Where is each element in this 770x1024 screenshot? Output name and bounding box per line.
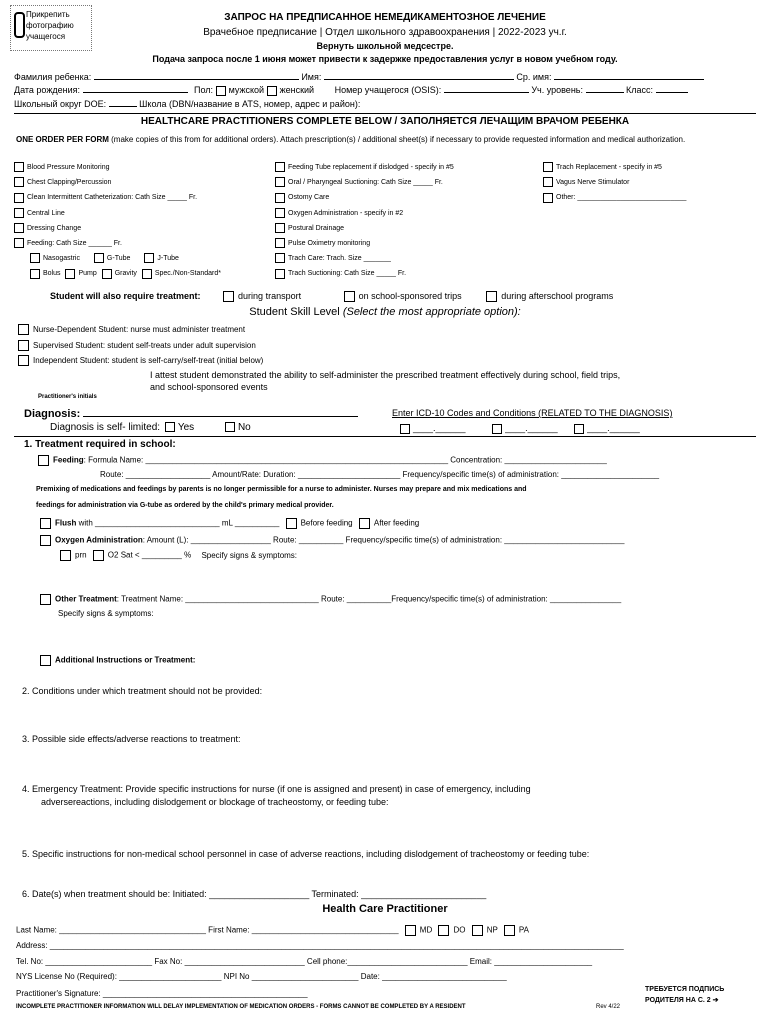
do-checkbox[interactable] (438, 925, 449, 936)
order-item[interactable]: Postural Drainage (275, 221, 454, 236)
student-school-row (14, 97, 360, 109)
parent-signature-note-2: РОДИТЕЛЯ НА С. 2 ➔ (645, 997, 719, 1004)
hcp-contact[interactable]: Tel. No: ________________________ Fax No: ___________________________ Cell phone:___________________________ Email: ______________________ (16, 957, 593, 966)
treatment-heading: 1. Treatment required in school: (24, 439, 176, 450)
orders-column-3 (543, 160, 686, 206)
prn-checkbox[interactable] (60, 550, 71, 561)
also-treatment-label: Student will also require treatment: (50, 291, 201, 301)
bolus-checkbox[interactable] (30, 269, 40, 279)
attest-line-2: and school-sponsored events (150, 382, 268, 392)
initials-label: Practitioner's initials (38, 394, 97, 400)
other-signs: Specify signs & symptoms: (58, 609, 154, 618)
question-3: 3. Possible side effects/adverse reactions to treatment: (22, 734, 241, 744)
grade-field[interactable] (656, 83, 688, 93)
feeding-checkbox[interactable] (38, 455, 49, 466)
order-checkbox[interactable] (275, 223, 285, 233)
flush-row: Flush with ____________________________ mL __________ Before feeding After feeding (40, 518, 419, 529)
nasogastric-checkbox[interactable] (30, 253, 40, 263)
other-treatment-row: Other Treatment: Treatment Name: ______________________________ Route: __________Frequency/specific time(s) of administration: ________________ (40, 594, 621, 605)
student-middle-name-label: Ср. имя: (516, 72, 552, 82)
premix-note-2: feedings for administration via G-tube as ordered by the child's primary medical provider. (36, 502, 334, 509)
grade-label: Класс: (626, 85, 654, 95)
order-checkbox[interactable] (543, 193, 553, 203)
deadline-note: Подача запроса после 1 июня может привести к задержке предоставления услуг в новом учебном году. (152, 54, 618, 64)
photo-attach-box[interactable] (10, 5, 92, 51)
pa-checkbox[interactable] (504, 925, 515, 936)
self-limited-row: Diagnosis is self- limited: Yes No (50, 422, 251, 433)
divider (14, 436, 756, 437)
flush-checkbox[interactable] (40, 518, 51, 529)
orders-column-1 (14, 160, 221, 282)
order-item[interactable]: Oral / Pharyngeal Suctioning: Cath Size _____ Fr. (275, 175, 454, 190)
order-item[interactable]: Dressing Change (14, 221, 221, 236)
dob-field[interactable] (83, 83, 188, 93)
student-dob-row (14, 83, 688, 96)
trips-checkbox[interactable] (344, 291, 355, 302)
np-checkbox[interactable] (472, 925, 483, 936)
yes-checkbox[interactable] (165, 422, 175, 432)
jtube-checkbox[interactable] (144, 253, 154, 263)
student-middle-name-field[interactable] (554, 70, 704, 80)
order-checkbox[interactable] (14, 177, 24, 187)
parent-signature-note-1: ТРЕБУЕТСЯ ПОДПИСЬ (645, 986, 725, 993)
order-checkbox[interactable] (543, 162, 553, 172)
other-treatment-checkbox[interactable] (40, 594, 51, 605)
diagnosis-row (24, 407, 358, 420)
hcp-signature[interactable]: Practitioner's Signature: ______________________________________________ (16, 989, 308, 998)
female-label: женский (279, 85, 315, 95)
level-label: Уч. уровень: (531, 85, 583, 95)
question-5: 5. Specific instructions for non-medical school personnel in case of adverse reactions, including dislodgement of tracheostomy or feeding tube: (22, 849, 590, 859)
after-feeding-checkbox[interactable] (359, 518, 370, 529)
student-last-name-field[interactable] (94, 70, 299, 80)
gravity-checkbox[interactable] (102, 269, 112, 279)
order-item[interactable]: Blood Pressure Monitoring (14, 160, 221, 175)
hcp-name-row: Last Name: _________________________________ First Name: _________________________________ MD DO NP PA (16, 925, 529, 935)
order-checkbox[interactable] (275, 193, 285, 203)
order-item[interactable]: Other: ____________________________ (543, 190, 686, 205)
order-item[interactable]: Trach Replacement - specify in #5 (543, 160, 686, 175)
gtube-checkbox[interactable] (94, 253, 104, 263)
icd-code-field[interactable]: ____.______ (587, 423, 640, 433)
female-checkbox[interactable] (267, 86, 277, 96)
md-checkbox[interactable] (405, 925, 416, 936)
order-item[interactable]: Oxygen Administration - specify in #2 (275, 206, 454, 221)
form-subtitle: Врачебное предписание | Отдел школьного здравоохранения | 2022-2023 уч.г. (203, 27, 567, 38)
dob-label: Дата рождения: (14, 85, 80, 95)
order-checkbox[interactable] (275, 238, 285, 248)
order-item[interactable]: Chest Clapping/Percussion (14, 175, 221, 190)
revision-label: Rev 4/22 (596, 1004, 621, 1010)
student-first-name-field[interactable] (324, 70, 514, 80)
oxygen-row: Oxygen Administration: Amount (L): __________________ Route: __________ Frequency/specific time(s) of administration: ___________________________ (40, 535, 624, 546)
icd-code-field[interactable]: ____.______ (413, 423, 466, 433)
pump-checkbox[interactable] (65, 269, 75, 279)
order-checkbox[interactable] (14, 193, 24, 203)
order-item[interactable]: Feeding: Cath Size ______ Fr. (14, 236, 221, 251)
question-2: 2. Conditions under which treatment should not be provided: (22, 686, 263, 696)
hcp-license[interactable]: NYS License No (Required): _______________________ NPI No ________________________ Date: ____________________________ (16, 972, 507, 981)
school-label: Школа (DBN/название в ATS, номер, адрес и район): (139, 99, 361, 109)
oxygen-checkbox[interactable] (40, 535, 51, 546)
one-order-note (16, 134, 756, 145)
spec-checkbox[interactable] (142, 269, 152, 279)
attest-line-1: I attest student demonstrated the ability to self-administer the prescribed treatment effectively during school, field trips, (150, 370, 621, 380)
order-checkbox[interactable] (14, 238, 24, 248)
diagnosis-label: Diagnosis: (24, 408, 81, 420)
practitioner-heading: HEALTHCARE PRACTITIONERS COMPLETE BELOW / ЗАПОЛНЯЕТСЯ ЛЕЧАЩИМ ВРАЧОМ РЕБЕНКА (140, 116, 630, 127)
hcp-heading: Health Care Practitioner (322, 903, 448, 915)
feeding-type-row: Nasogastric G-Tube J-Tube (14, 251, 221, 266)
student-last-name-label: Фамилия ребенка: (14, 72, 92, 82)
level-field[interactable] (586, 83, 624, 93)
hcp-address[interactable]: Address: _________________________________________________________________________________________________________________________________ (16, 941, 624, 950)
also-treatment-row: Student will also require treatment: during transport on school-sponsored trips during afterschool programs (50, 291, 614, 301)
prn-row: prn O2 Sat < _________ % Specify signs & symptoms: (60, 550, 297, 561)
order-item[interactable]: Ostomy Care (275, 190, 454, 205)
district-field[interactable] (109, 97, 137, 107)
photo-label: Прикрепить фотографию учащегося (26, 10, 74, 41)
one-order-text: (make copies of this from for additional orders). Attach prescription(s) / additional sheet(s) if necessary to provide requested information and medical authorization. (111, 135, 686, 144)
skill-options (18, 322, 263, 369)
order-checkbox[interactable] (275, 253, 285, 263)
order-item[interactable]: Trach Care: Trach. Size _______ (275, 251, 454, 266)
order-checkbox[interactable] (14, 162, 24, 172)
order-item[interactable]: Trach Suctioning: Cath Size _____ Fr. (275, 266, 454, 281)
additional-checkbox[interactable] (40, 655, 51, 666)
male-checkbox[interactable] (216, 86, 226, 96)
order-checkbox[interactable] (14, 223, 24, 233)
district-label: Школьный округ DOE: (14, 99, 107, 109)
skill-option[interactable]: Nurse-Dependent Student: nurse must administer treatment (18, 322, 263, 338)
footer-warning: INCOMPLETE PRACTITIONER INFORMATION WILL DELAY IMPLEMENTATION OF MEDICATION ORDERS - FORMS CANNOT BE COMPLETED BY A RESIDENT (16, 1004, 466, 1010)
order-item[interactable]: Feeding Tube replacement if dislodged - specify in #5 (275, 160, 454, 175)
afterschool-checkbox[interactable] (486, 291, 497, 302)
student-last-name-row (14, 70, 704, 82)
feeding-method-row: Bolus Pump Gravity Spec./Non-Standard* (14, 266, 221, 281)
diagnosis-field[interactable] (83, 407, 358, 417)
question-6: 6. Date(s) when treatment should be: Initiated: ____________________ Terminated: _________________________ (22, 889, 487, 899)
icd-label: Enter ICD-10 Codes and Conditions (RELATED TO THE DIAGNOSIS) (392, 408, 673, 418)
skill-checkbox[interactable] (18, 355, 29, 366)
self-limited-label: Diagnosis is self- limited: (50, 422, 161, 433)
osis-field[interactable] (444, 83, 529, 93)
order-checkbox[interactable] (275, 269, 285, 279)
icd-checkbox[interactable] (574, 424, 584, 434)
order-checkbox[interactable] (275, 162, 285, 172)
order-checkbox[interactable] (275, 208, 285, 218)
skill-checkbox[interactable] (18, 340, 29, 351)
order-item[interactable]: Vagus Nerve Stimulator (543, 175, 686, 190)
no-checkbox[interactable] (225, 422, 235, 432)
order-checkbox[interactable] (14, 208, 24, 218)
icd-checkbox[interactable] (492, 424, 502, 434)
paperclip-icon (14, 12, 25, 38)
orders-column-2 (275, 160, 454, 282)
order-checkbox[interactable] (275, 177, 285, 187)
transport-checkbox[interactable] (223, 291, 234, 302)
skill-option[interactable]: Independent Student: student is self-carry/self-treat (initial below) (18, 353, 263, 369)
icd-checkbox[interactable] (400, 424, 410, 434)
premix-note-1: Premixing of medications and feedings by parents is no longer permissible for a nurse to administer. Nurses may prepare and mix medications and (36, 486, 527, 493)
order-item[interactable]: Central Line (14, 206, 221, 221)
order-item[interactable]: Clean Intermittent Catheterization: Cath Size _____ Fr. (14, 190, 221, 205)
sex-label: Пол: (194, 85, 214, 95)
order-checkbox[interactable] (543, 177, 553, 187)
student-first-name-label: Имя: (301, 72, 322, 82)
o2sat-checkbox[interactable] (93, 550, 104, 561)
icd-codes-row (400, 423, 640, 434)
skill-heading: Student Skill Level (Select the most appropriate option): (249, 306, 521, 318)
additional-row: Additional Instructions or Treatment: (40, 655, 195, 666)
route-row: Route: ___________________ Amount/Rate: Duration: _______________________ Frequency/specific time(s) of administration: ______________________ (100, 470, 660, 479)
divider (14, 113, 756, 114)
osis-label: Номер учащегося (OSIS): (334, 85, 442, 95)
before-feeding-checkbox[interactable] (286, 518, 297, 529)
icd-code-field[interactable]: ____.______ (505, 423, 558, 433)
question-4-cont: adversereactions, including dislodgement or blockage of tracheostomy, or feeding tube: (41, 797, 389, 807)
order-item[interactable]: Pulse Oximetry monitoring (275, 236, 454, 251)
one-order-bold: ONE ORDER PER FORM (16, 135, 109, 144)
skill-checkbox[interactable] (18, 324, 29, 335)
male-label: мужской (228, 85, 265, 95)
return-note: Вернуть школьной медсестре. (316, 41, 454, 51)
feeding-row: Feeding: Formula Name: ____________________________________________________________________ Concentration: _______________________ (38, 455, 607, 466)
form-title: ЗАПРОС НА ПРЕДПИСАННОЕ НЕМЕДИКАМЕНТОЗНОЕ ЛЕЧЕНИЕ (224, 12, 546, 23)
question-4: 4. Emergency Treatment: Provide specific instructions for nurse (if one is assigned and present) in case of emergency, including (22, 784, 531, 794)
skill-option[interactable]: Supervised Student: student self-treats under adult supervision (18, 338, 263, 354)
